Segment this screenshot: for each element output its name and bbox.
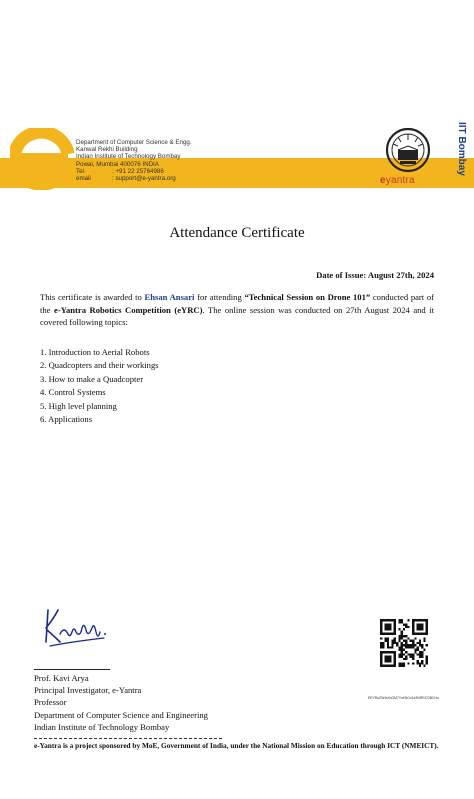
- tel-label: Tel.: [76, 167, 86, 175]
- signature-line: [34, 669, 110, 670]
- list-item: 6. Applications: [40, 414, 93, 425]
- list-item: 2. Quadcopters and their workings: [40, 360, 159, 371]
- date-of-issue: Date of Issue: August 27th, 2024: [316, 270, 434, 280]
- recipient-name: Ehsan Ansari: [144, 292, 195, 302]
- postal-address: Powai, Mumbai 400076 INDIA: [76, 160, 159, 168]
- verification-code: EEYRsZNHsXxOM7YvKNOv1e3NRRCOBCHu: [368, 696, 439, 700]
- footer-note: e-Yantra is a project sponsored by MoE, Government of India, under the National Mission on Education through ICT (NMEICT).: [34, 741, 439, 750]
- building-name: Kanwal Rekhi Building: [76, 146, 138, 154]
- list-item: 4. Control Systems: [40, 387, 106, 398]
- session-title: “Technical Session on Drone 101”: [244, 292, 371, 302]
- email-label: email: [76, 175, 91, 183]
- list-item: 5. High level planning: [40, 400, 117, 411]
- signer-institute: Indian Institute of Technology Bombay: [34, 721, 170, 732]
- certificate-body: [40, 291, 434, 329]
- email-row: [76, 175, 192, 182]
- eyantra-e-logo: [10, 128, 74, 190]
- eyantra-wordmark-e: e: [380, 175, 386, 186]
- list-item: 3. How to make a Quadcopter: [40, 373, 144, 384]
- conducted-part-text: conducted part of the: [40, 292, 434, 315]
- for-attending-text: for attending: [197, 292, 245, 302]
- eyantra-wordmark-rest: yantra: [385, 175, 415, 186]
- email-value: : support@e-yantra.org: [112, 175, 176, 183]
- session-details-text: . The online session was conducted on 27th August 2024 and it covered following topics:: [40, 304, 435, 328]
- iit-bombay-text: IIT Bombay: [456, 122, 467, 176]
- list-item: 1. Introduction to Aerial Robots: [40, 347, 150, 357]
- certificate-title: Attendance Certificate: [169, 225, 305, 241]
- signature-image: [40, 602, 110, 650]
- signer-role: Principal Investigator, e-Yantra: [34, 685, 142, 696]
- department-address: [76, 139, 192, 182]
- department-name: Department of Computer Science & Engg.: [76, 139, 192, 146]
- signer-title: Professor: [34, 697, 67, 708]
- eyantra-wordmark: [380, 175, 415, 186]
- footer-divider: [34, 738, 222, 739]
- tel-value: : +91 22 25764986: [112, 167, 164, 175]
- competition-name: e-Yantra Robotics Competition (eYRC): [54, 304, 203, 315]
- signer-block: [34, 672, 208, 733]
- intro-text: This certificate is awarded to: [40, 292, 142, 302]
- iit-bombay-seal-icon: [380, 126, 436, 174]
- signer-name: Prof. Kavi Arya: [34, 673, 89, 683]
- signer-department: Department of Computer Science and Engineering: [34, 709, 208, 720]
- telephone-row: [76, 168, 192, 175]
- topics-list: [40, 346, 159, 426]
- qr-code-icon: [380, 619, 428, 667]
- institute-name: Indian Institute of Technology Bombay: [76, 153, 181, 161]
- iit-bombay-label: [453, 122, 469, 188]
